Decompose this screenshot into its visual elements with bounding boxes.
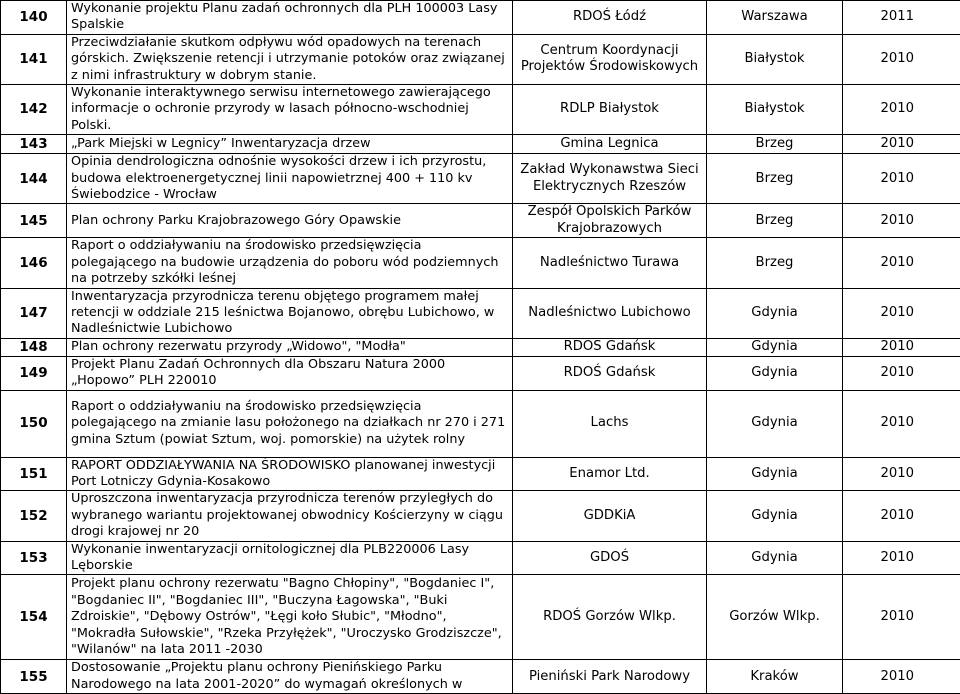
table-row: [1, 457, 960, 491]
project-title: Plan ochrony Parku Krajobrazowego Góry Opawskie: [67, 204, 513, 238]
table-row: [1, 660, 960, 694]
year: 2010: [843, 575, 960, 660]
table-row: [1, 204, 960, 238]
project-title: Wykonanie projektu Planu zadań ochronnych dla PLH 100003 Lasy Spalskie: [67, 1, 513, 35]
city: Białystok: [707, 34, 843, 84]
city: Gdynia: [707, 356, 843, 390]
row-number: 155: [1, 660, 67, 694]
year: 2010: [843, 204, 960, 238]
row-number: 148: [1, 338, 67, 356]
row-number: 150: [1, 390, 67, 457]
client-organization: RDOŚ Gdańsk: [513, 338, 707, 356]
year: 2010: [843, 491, 960, 541]
client-organization: Pieniński Park Narodowy: [513, 660, 707, 694]
row-number: 141: [1, 34, 67, 84]
city: Gdynia: [707, 541, 843, 575]
row-number: 149: [1, 356, 67, 390]
city: Gdynia: [707, 390, 843, 457]
year: 2010: [843, 288, 960, 338]
city: Brzeg: [707, 154, 843, 204]
row-number: 145: [1, 204, 67, 238]
city: Brzeg: [707, 204, 843, 238]
table-row: [1, 238, 960, 288]
row-number: 153: [1, 541, 67, 575]
project-title: Plan ochrony rezerwatu przyrody „Widowo", "Modła": [67, 338, 513, 356]
table-row: [1, 541, 960, 575]
year: 2010: [843, 541, 960, 575]
year: 2010: [843, 135, 960, 154]
table-row: [1, 135, 960, 154]
row-number: 140: [1, 1, 67, 35]
table-row: [1, 154, 960, 204]
row-number: 151: [1, 457, 67, 491]
row-number: 146: [1, 238, 67, 288]
year: 2010: [843, 238, 960, 288]
year: 2010: [843, 85, 960, 135]
client-organization: GDDKiA: [513, 491, 707, 541]
project-title: Uproszczona inwentaryzacja przyrodnicza terenów przyległych do wybranego wariantu projektowanej obwodnicy Kościerzyny w ciągu drogi krajowej nr 20: [67, 491, 513, 541]
year: 2010: [843, 457, 960, 491]
project-title: Wykonanie interaktywnego serwisu internetowego zawierającego informacje o ochronie przyrody w lasach północno-wschodniej Polski.: [67, 85, 513, 135]
table-row: [1, 390, 960, 457]
project-title: Przeciwdziałanie skutkom odpływu wód opadowych na terenach górskich. Zwiększenie retencji i utrzymanie potoków oraz związanej z nimi infrastruktury w dobrym stanie.: [67, 34, 513, 84]
table-row: [1, 288, 960, 338]
row-number: 144: [1, 154, 67, 204]
project-title: „Park Miejski w Legnicy” Inwentaryzacja drzew: [67, 135, 513, 154]
city: Gorzów Wlkp.: [707, 575, 843, 660]
city: Gdynia: [707, 457, 843, 491]
project-title: Opinia dendrologiczna odnośnie wysokości drzew i ich przyrostu, budowa elektroenergetycznej linii napowietrznej 400 + 110 kv Świebodzice - Wrocław: [67, 154, 513, 204]
client-organization: Enamor Ltd.: [513, 457, 707, 491]
client-organization: Lachs: [513, 390, 707, 457]
city: Gdynia: [707, 338, 843, 356]
client-organization: Gmina Legnica: [513, 135, 707, 154]
table-row: [1, 34, 960, 84]
project-title: Raport o oddziaływaniu na środowisko przedsięwzięcia polegającego na budowie urządzenia do poboru wód podziemnych na potrzeby szkółki leśnej: [67, 238, 513, 288]
table-row: [1, 85, 960, 135]
client-organization: RDLP Białystok: [513, 85, 707, 135]
table-row: [1, 338, 960, 356]
table-row: [1, 356, 960, 390]
project-title: Inwentaryzacja przyrodnicza terenu objętego programem małej retencji w oddziale 215 leśnictwa Bojanowo, obrębu Lubichowo, w Nadleśnictwie Lubichowo: [67, 288, 513, 338]
year: 2010: [843, 660, 960, 694]
client-organization: RDOŚ Gdańsk: [513, 356, 707, 390]
year: 2010: [843, 34, 960, 84]
year: 2010: [843, 154, 960, 204]
city: Gdynia: [707, 491, 843, 541]
client-organization: Zespół Opolskich Parków Krajobrazowych: [513, 204, 707, 238]
client-organization: Zakład Wykonawstwa Sieci Elektrycznych Rzeszów: [513, 154, 707, 204]
year: 2010: [843, 356, 960, 390]
row-number: 154: [1, 575, 67, 660]
table-row: [1, 575, 960, 660]
row-number: 143: [1, 135, 67, 154]
city: Warszawa: [707, 1, 843, 35]
client-organization: GDOŚ: [513, 541, 707, 575]
year: 2011: [843, 1, 960, 35]
city: Gdynia: [707, 288, 843, 338]
city: Białystok: [707, 85, 843, 135]
table-row: [1, 491, 960, 541]
table-row: [1, 1, 960, 35]
client-organization: RDOŚ Łódź: [513, 1, 707, 35]
client-organization: Nadleśnictwo Lubichowo: [513, 288, 707, 338]
year: 2010: [843, 390, 960, 457]
client-organization: Centrum Koordynacji Projektów Środowiskowych: [513, 34, 707, 84]
project-title: Projekt planu ochrony rezerwatu "Bagno Chłopiny", "Bogdaniec I", "Bogdaniec II", "Bogdaniec III", "Buczyna Łagowska", "Buki Zdroiskie", "Dębowy Ostrów", "Łęgi koło Słubic", "Młodno", "Mokradła Sułowskie", "Rzeka Przyłężek", "Uroczysko Grodziszcze", "Wilanów" na lata 2011 -2030: [67, 575, 513, 660]
client-organization: RDOŚ Gorzów Wlkp.: [513, 575, 707, 660]
projects-table-body: [1, 1, 960, 694]
project-title: Wykonanie inwentaryzacji ornitologicznej dla PLB220006 Lasy Lęborskie: [67, 541, 513, 575]
city: Brzeg: [707, 135, 843, 154]
project-title: RAPORT ODDZIAŁYWANIA NA ŚRODOWISKO planowanej inwestycji Port Lotniczy Gdynia-Kosakowo: [67, 457, 513, 491]
year: 2010: [843, 338, 960, 356]
city: Brzeg: [707, 238, 843, 288]
client-organization: Nadleśnictwo Turawa: [513, 238, 707, 288]
project-title: Projekt Planu Zadań Ochronnych dla Obszaru Natura 2000 „Hopowo” PLH 220010: [67, 356, 513, 390]
project-title: Raport o oddziaływaniu na środowisko przedsięwzięcia polegającego na zmianie lasu położonego na działkach nr 270 i 271 gmina Sztum (powiat Sztum, woj. pomorskie) na użytek rolny: [67, 390, 513, 457]
project-title: Dostosowanie „Projektu planu ochrony Pienińskiego Parku Narodowego na lata 2001-2020” do wymagań określonych w: [67, 660, 513, 694]
row-number: 147: [1, 288, 67, 338]
row-number: 152: [1, 491, 67, 541]
row-number: 142: [1, 85, 67, 135]
city: Kraków: [707, 660, 843, 694]
